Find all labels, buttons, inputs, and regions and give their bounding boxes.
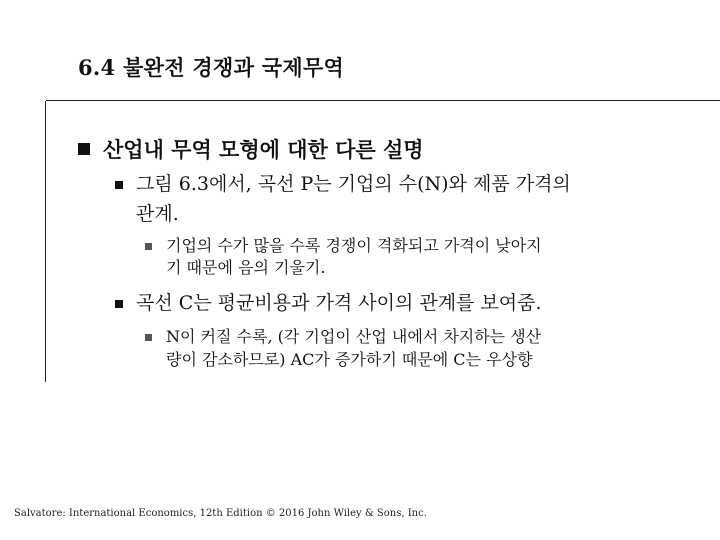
bullet-l3-text-line2: 량이 감소하므로) AC가 증가하기 때문에 C는 우상향 xyxy=(166,350,533,369)
bullet-l1-text: 산업내 무역 모형에 대한 다른 설명 xyxy=(103,137,424,162)
bullet-l2-text-line1: 그림 6.3에서, 곡선 P는 기업의 수(N)와 제품 가격의 xyxy=(136,173,571,195)
bullet-l3-text-line1: 기업의 수가 많을 수록 경쟁이 격화되고 가격이 낮아지 xyxy=(166,236,542,255)
footer-citation: Salvatore: International Economics, 12th Edition © 2016 John Wiley & Sons, Inc. xyxy=(14,508,427,519)
square-bullet-icon xyxy=(115,300,123,308)
left-rule xyxy=(45,101,46,382)
bullet-l3-text-line2: 기 때문에 음의 기울기. xyxy=(166,258,326,277)
slide-title: 6.4 불완전 경쟁과 국제무역 xyxy=(78,55,345,80)
square-bullet-icon xyxy=(145,334,152,341)
square-bullet-icon xyxy=(115,181,123,189)
square-bullet-icon xyxy=(78,143,90,155)
bullet-l2-text-line2: 관계. xyxy=(136,203,179,225)
bullet-l3-text-line1: N이 커질 수록, (각 기업이 산업 내에서 차지하는 생산 xyxy=(166,327,542,346)
title-divider xyxy=(46,100,720,101)
bullet-l2-text-line1: 곡선 C는 평균비용과 가격 사이의 관계를 보여줌. xyxy=(136,292,542,314)
square-bullet-icon xyxy=(145,243,152,250)
